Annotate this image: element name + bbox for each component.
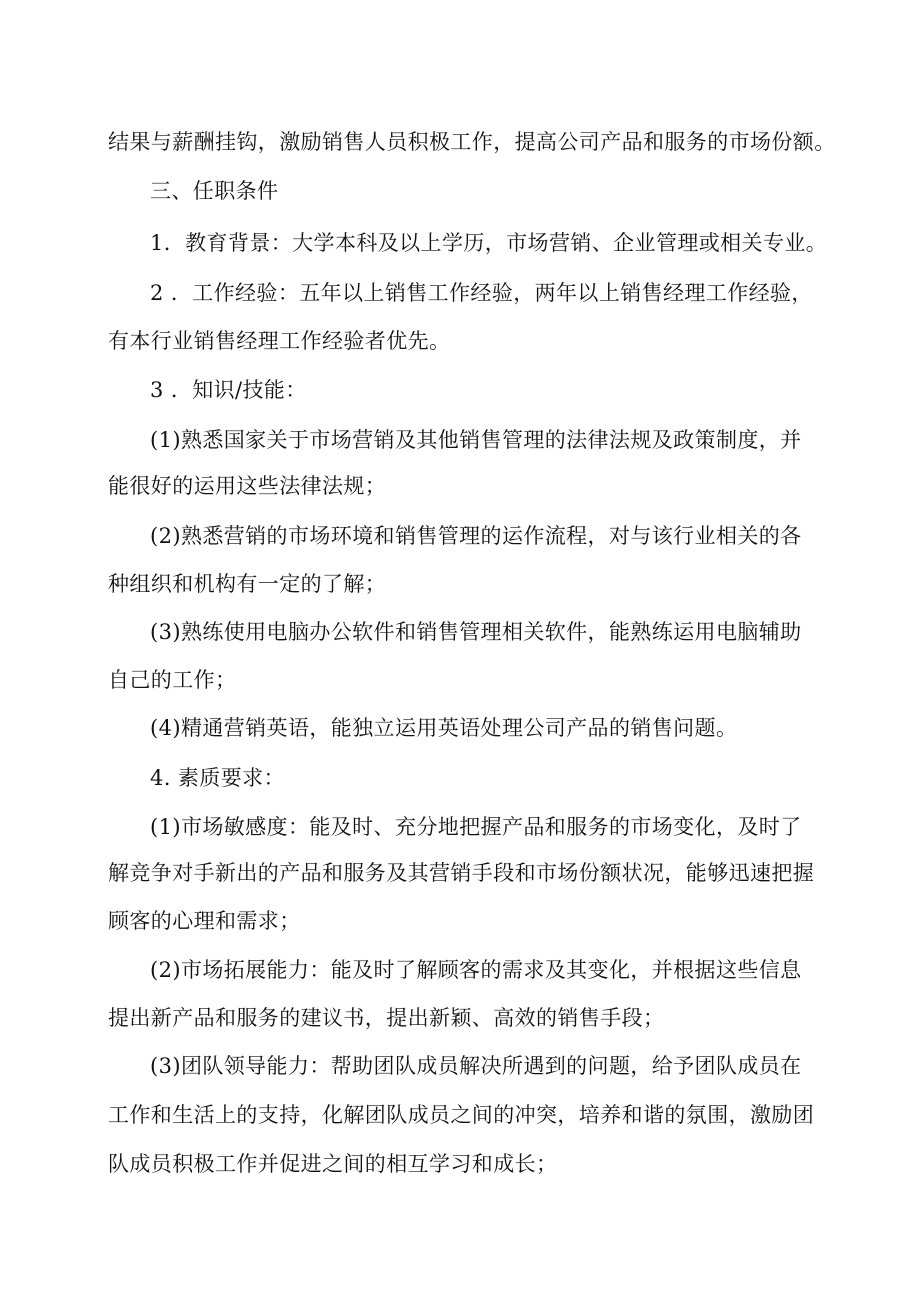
skill-1-line-2: 能很好的运用这些法律法规；: [108, 474, 387, 498]
quality-1-line-3: 顾客的心理和需求；: [108, 909, 301, 933]
quality-3-line-3: 队成员积极工作并促进之间的相互学习和成长；: [108, 1152, 558, 1176]
skill-2-line-1: (2)熟悉营销的市场环境和销售管理的运作流程，对与该行业相关的各: [150, 524, 802, 548]
skill-1-line-1: (1)熟悉国家关于市场营销及其他销售管理的法律法规及政策制度，并: [150, 428, 802, 452]
quality-3-line-2: 工作和生活上的支持，化解团队成员之间的冲突，培养和谐的氛围，激励团: [108, 1103, 815, 1127]
quality-1-line-1: (1)市场敏感度：能及时、充分地把握产品和服务的市场变化，及时了: [150, 815, 802, 839]
skill-3-line-2: 自己的工作；: [108, 668, 237, 692]
quality-1-line-2: 解竞争对手新出的产品和服务及其营销手段和市场份额状况，能够迅速把握: [108, 861, 815, 885]
item-knowledge-skills: 3 ．知识/技能：: [150, 378, 307, 402]
quality-3-line-1: (3)团队领导能力：帮助团队成员解决所遇到的问题，给予团队成员在: [150, 1054, 802, 1078]
item-quality-requirements: 4. 素质要求：: [150, 766, 285, 790]
quality-2-line-2: 提出新产品和服务的建议书，提出新颖、高效的销售手段；: [108, 1006, 665, 1030]
skill-3-line-1: (3)熟练使用电脑办公软件和销售管理相关软件，能熟练运用电脑辅助: [150, 620, 802, 644]
skill-4-line-1: (4)精通营销英语，能独立运用英语处理公司产品的销售问题。: [150, 716, 738, 740]
paragraph-line-1: 结果与薪酬挂钩，激励销售人员积极工作，提高公司产品和服务的市场份额。: [108, 130, 836, 154]
item-experience: 2 ．工作经验：五年以上销售工作经验，两年以上销售经理工作经验，: [150, 281, 813, 305]
quality-2-line-1: (2)市场拓展能力：能及时了解顾客的需求及其变化，并根据这些信息: [150, 958, 802, 982]
skill-2-line-2: 种组织和机构有一定的了解；: [108, 572, 387, 596]
item-experience-cont: 有本行业销售经理工作经验者优先。: [108, 329, 451, 353]
section-heading-qualifications: 三、任职条件: [150, 179, 279, 203]
item-education: 1．教育背景：大学本科及以上学历，市场营销、企业管理或相关专业。: [150, 231, 828, 255]
